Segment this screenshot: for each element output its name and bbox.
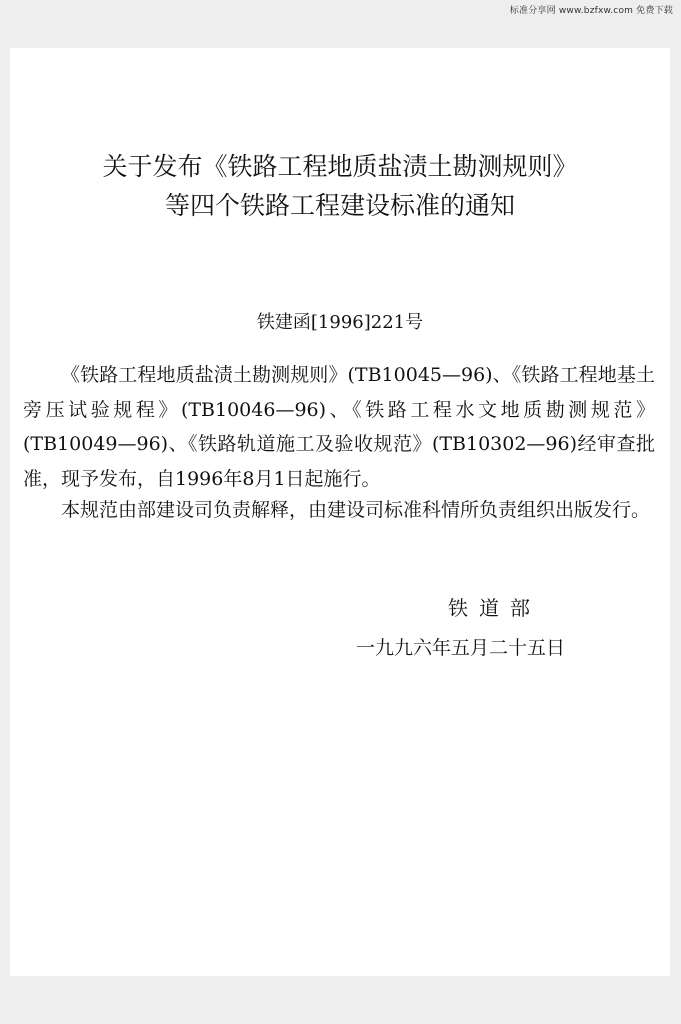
notice-title-line-2: 等四个铁路工程建设标准的通知 <box>164 191 515 220</box>
document-page <box>10 48 670 976</box>
document-number: 铁建函[1996]221号 <box>256 312 424 333</box>
body-paragraph-standards: 《铁路工程地质盐渍土勘测规则》(TB10045—96)、《铁路工程地基土旁压试验规程》(TB10046—96)、《铁路工程水文地质勘测规范》(TB10049—96)、《铁路轨道施工及验收规范》(TB10302—96)经审查批准，现予发布，自1996年8月1日起施行。 <box>23 364 655 490</box>
issuing-authority: 铁道部 <box>448 596 541 620</box>
body-paragraph-interpretation: 本规范由部建设司负责解释，由建设司标准科情所负责组织出版发行。 <box>61 499 651 521</box>
site-watermark: 标准分享网 www.bzfxw.com 免费下载 <box>509 6 673 16</box>
notice-title-line-1: 关于发布《铁路工程地质盐渍土勘测规则》 <box>102 152 578 181</box>
issue-date: 一九九六年五月二十五日 <box>356 637 566 659</box>
